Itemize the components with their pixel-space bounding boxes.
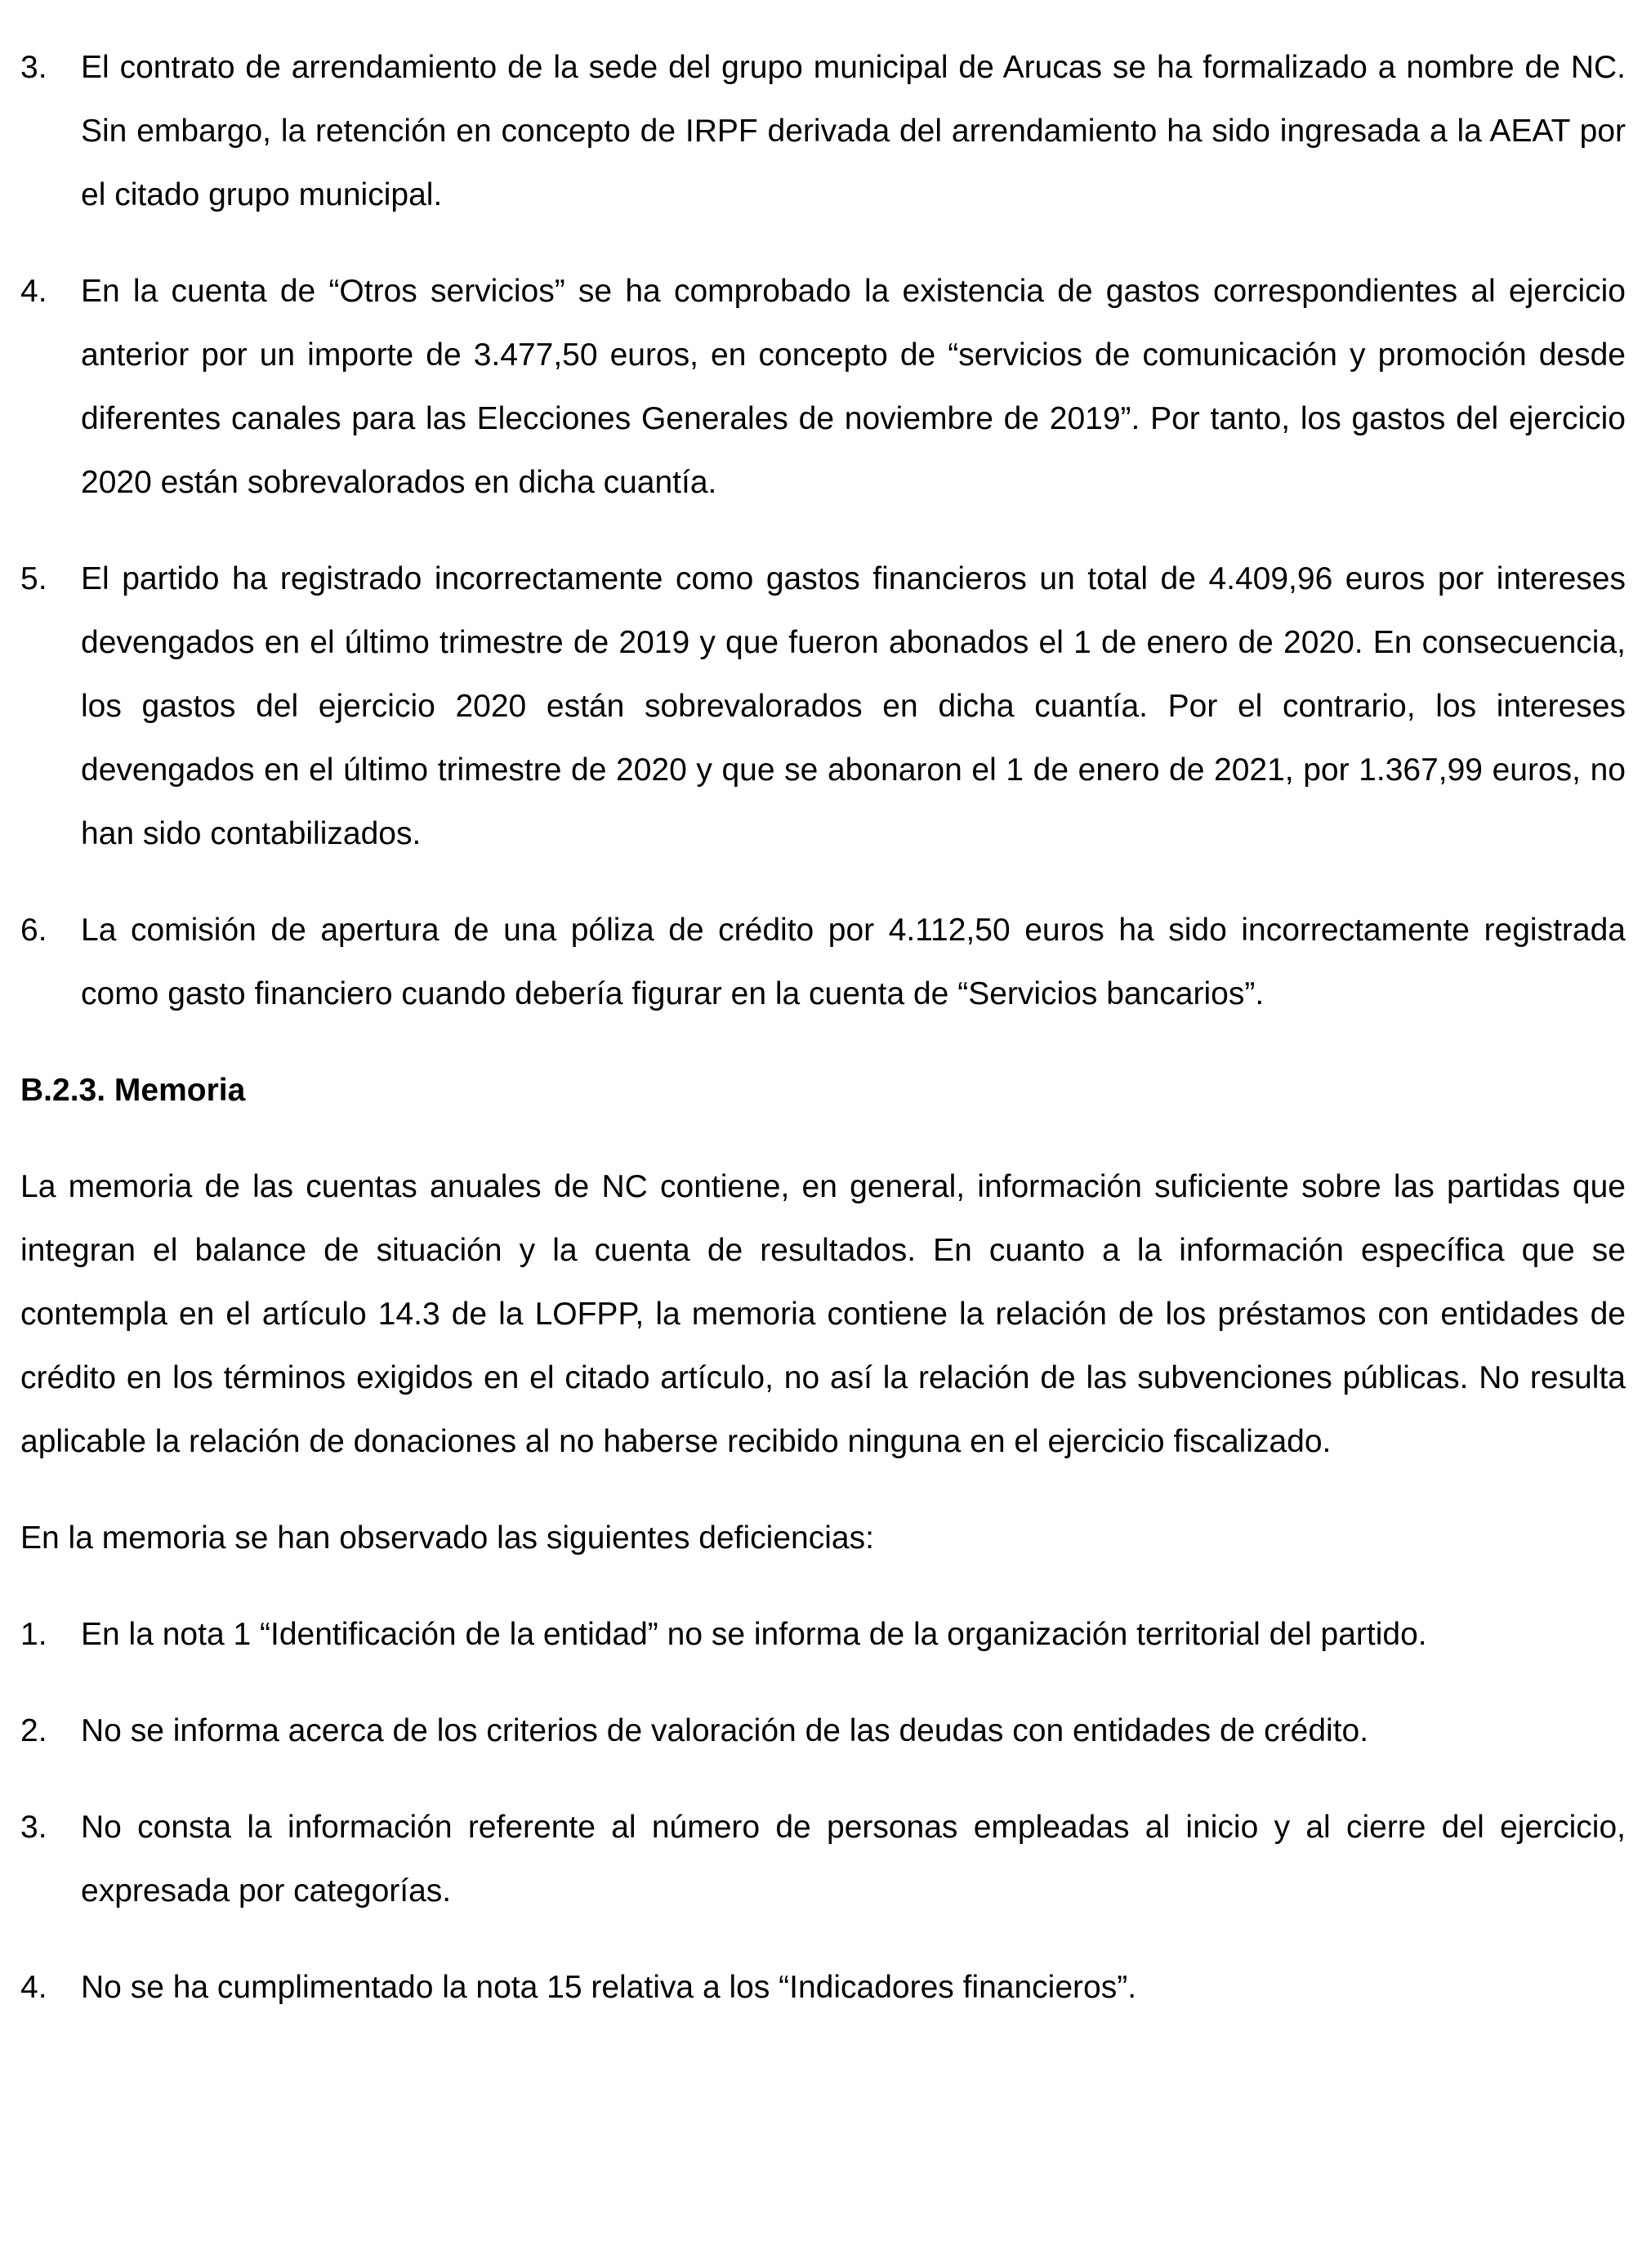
list-item xyxy=(20,1956,1626,2020)
list-item xyxy=(20,36,1626,227)
item-number: 4. xyxy=(20,274,47,309)
item-text: La comisión de apertura de una póliza de crédito por 4.112,50 euros ha sido incorrectamente registrada como gasto financiero cuando debería figurar en la cuenta de “Servicios bancarios”. xyxy=(81,913,1626,1011)
list-item xyxy=(20,1796,1626,1923)
list-item xyxy=(20,899,1626,1026)
item-text: No se informa acerca de los criterios de valoración de las deudas con entidades de crédito. xyxy=(81,1713,1369,1748)
paragraph: La memoria de las cuentas anuales de NC contiene, en general, información suficiente sobre las partidas que integran el balance de situación y la cuenta de resultados. En cuanto a la información específica que se contempla en el artículo 14.3 de la LOFPP, la memoria contiene la relación de los préstamos con entidades de crédito en los términos exigidos en el citado artículo, no así la relación de las subvenciones públicas. No resulta aplicable la relación de donaciones al no haberse recibido ninguna en el ejercicio fiscalizado. xyxy=(20,1169,1626,1459)
section-heading: B.2.3. Memoria xyxy=(20,1073,246,1108)
list-item xyxy=(20,1603,1626,1667)
item-text: En la cuenta de “Otros servicios” se ha comprobado la existencia de gastos correspondientes al ejercicio anterior por un importe de 3.477,50 euros, en concepto de “servicios de comunicación y promoción desde diferentes canales para las Elecciones Generales de noviembre de 2019”. Por tanto, los gastos del ejercicio 2020 están sobrevalorados en dicha cuantía. xyxy=(81,274,1626,500)
item-number: 2. xyxy=(20,1713,47,1748)
paragraph: En la memoria se han observado las siguientes deficiencias: xyxy=(20,1520,874,1556)
item-text: No se ha cumplimentado la nota 15 relativa a los “Indicadores financieros”. xyxy=(81,1970,1137,2005)
item-text: En la nota 1 “Identificación de la entidad” no se informa de la organización territorial del partido. xyxy=(81,1617,1427,1652)
item-text: El partido ha registrado incorrectamente como gastos financieros un total de 4.409,96 euros por intereses devengados en el último trimestre de 2019 y que fueron abonados el 1 de enero de 2020. En consecuencia, los gastos del ejercicio 2020 están sobrevalorados en dicha cuantía. Por el contrario, los intereses devengados en el último trimestre de 2020 y que se abonaron el 1 de enero de 2021, por 1.367,99 euros, no han sido contabilizados. xyxy=(81,561,1626,851)
item-number: 3. xyxy=(20,1810,47,1845)
item-number: 6. xyxy=(20,913,47,948)
item-number: 4. xyxy=(20,1970,47,2005)
item-text: No consta la información referente al número de personas empleadas al inicio y al cierre del ejercicio, expresada por categorías. xyxy=(81,1810,1626,1909)
document-page xyxy=(20,36,1626,2052)
list-item xyxy=(20,1699,1626,1763)
item-number: 5. xyxy=(20,561,47,596)
item-text: El contrato de arrendamiento de la sede del grupo municipal de Arucas se ha formalizado a nombre de NC. Sin embargo, la retención en concepto de IRPF derivada del arrendamiento ha sido ingresada a la AEAT por el citado grupo municipal. xyxy=(81,50,1626,212)
item-number: 3. xyxy=(20,50,47,85)
list-item xyxy=(20,260,1626,515)
item-number: 1. xyxy=(20,1617,47,1652)
list-item xyxy=(20,547,1626,866)
